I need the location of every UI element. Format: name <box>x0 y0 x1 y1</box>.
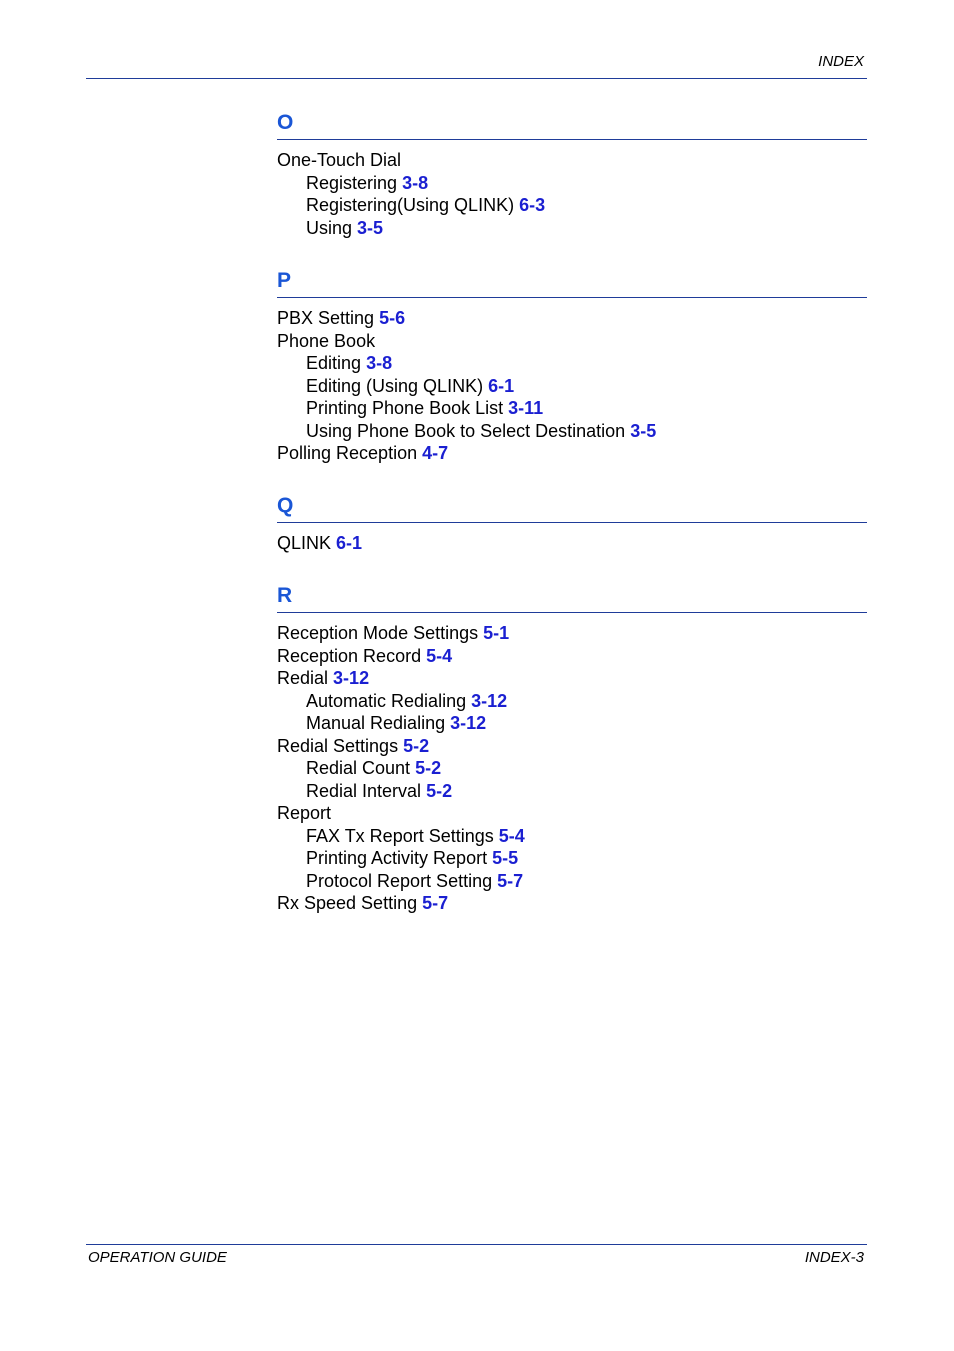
index-subentry <box>277 712 867 735</box>
index-subentry <box>277 870 867 893</box>
entry-text: Redial Interval <box>306 780 422 801</box>
index-subentry <box>277 194 867 217</box>
entry-text: Printing Activity Report <box>306 848 488 868</box>
page-ref-link[interactable]: 3-11 <box>508 398 544 418</box>
header-title: INDEX <box>818 53 864 70</box>
index-subentry <box>277 825 867 848</box>
page-ref-link[interactable]: 5-7 <box>497 870 524 891</box>
entry-text: FAX Tx Report Settings <box>306 825 494 846</box>
index-entry <box>277 667 867 690</box>
index-entry <box>277 442 867 465</box>
index-subentry <box>277 690 867 713</box>
entry-text: Redial <box>277 668 329 688</box>
page-ref-link[interactable]: 5-4 <box>426 645 453 666</box>
section-rule <box>277 139 867 140</box>
index-subentry <box>277 397 867 420</box>
page-ref-link[interactable]: 3-8 <box>366 353 393 373</box>
page-ref-link[interactable]: 3-5 <box>357 217 384 238</box>
index-section-q <box>277 491 867 555</box>
entry-text: Using <box>306 217 353 238</box>
page-ref-link[interactable]: 3-5 <box>630 420 657 441</box>
section-letter: Q <box>277 494 294 517</box>
index-entry <box>277 892 867 915</box>
entry-text: Phone Book <box>277 330 376 351</box>
entry-text: Protocol Report Setting <box>306 870 493 891</box>
entry-text: Reception Mode Settings <box>277 623 479 643</box>
index-section-r <box>277 581 867 915</box>
entry-text: PBX Setting <box>277 308 375 328</box>
entry-text: Redial Count <box>306 758 411 778</box>
entry-text: Redial Settings <box>277 735 399 756</box>
footer-guide-title: OPERATION GUIDE <box>88 1249 227 1266</box>
entry-text: Polling Reception <box>277 443 418 463</box>
section-rule <box>277 522 867 523</box>
entry-text: Manual Redialing <box>306 713 446 733</box>
index-entry <box>277 802 867 825</box>
page-ref-link[interactable]: 6-1 <box>488 375 515 396</box>
index-subentry <box>277 757 867 780</box>
index-entry <box>277 645 867 668</box>
page-ref-link[interactable]: 5-2 <box>415 758 442 778</box>
page-ref-link[interactable]: 4-7 <box>422 443 449 463</box>
index-subentry <box>277 217 867 240</box>
entry-text: One-Touch Dial <box>277 150 402 170</box>
index-entry <box>277 532 867 555</box>
index-section-p <box>277 266 867 465</box>
section-letter: P <box>277 269 292 292</box>
page-ref-link[interactable]: 5-7 <box>422 893 449 913</box>
page-ref-link[interactable]: 5-1 <box>483 623 510 643</box>
entry-text: Editing (Using QLINK) <box>306 375 484 396</box>
page-ref-link[interactable]: 3-8 <box>402 172 429 193</box>
index-section-o <box>277 108 867 239</box>
page-ref-link[interactable]: 5-4 <box>498 825 525 846</box>
section-rule <box>277 297 867 298</box>
page-ref-link[interactable]: 3-12 <box>450 713 487 733</box>
index-entry <box>277 622 867 645</box>
index-entry <box>277 735 867 758</box>
page-ref-link[interactable]: 3-12 <box>333 668 370 688</box>
footer-page-number: INDEX-3 <box>804 1249 864 1266</box>
footer-rule <box>86 1244 867 1245</box>
index-subentry <box>277 172 867 195</box>
page-ref-link[interactable]: 6-3 <box>519 195 546 215</box>
entry-text: Registering <box>306 172 398 193</box>
index-subentry <box>277 847 867 870</box>
page-ref-link[interactable]: 5-6 <box>379 308 406 328</box>
page-ref-link[interactable]: 6-1 <box>336 533 363 553</box>
section-letter: R <box>277 584 293 607</box>
page-ref-link[interactable]: 5-2 <box>426 780 453 801</box>
entry-text: Using Phone Book to Select Destination <box>306 420 626 441</box>
index-subentry <box>277 352 867 375</box>
entry-text: Registering(Using QLINK) <box>306 195 515 215</box>
index-entry <box>277 307 867 330</box>
index-subentry <box>277 780 867 803</box>
entry-text: Printing Phone Book List <box>306 398 504 418</box>
index-subentry <box>277 375 867 398</box>
page-ref-link[interactable]: 5-5 <box>492 848 519 868</box>
page-ref-link[interactable]: 5-2 <box>403 735 430 756</box>
page-ref-link[interactable]: 3-12 <box>471 690 508 711</box>
section-rule <box>277 612 867 613</box>
index-subentry <box>277 420 867 443</box>
header-rule <box>86 78 867 79</box>
section-letter: O <box>277 111 294 134</box>
entry-text: Editing <box>306 353 362 373</box>
entry-text: Automatic Redialing <box>306 690 467 711</box>
index-entry <box>277 330 867 353</box>
entry-text: Report <box>277 803 332 823</box>
entry-text: Rx Speed Setting <box>277 893 418 913</box>
entry-text: Reception Record <box>277 645 422 666</box>
entry-text: QLINK <box>277 533 332 553</box>
index-entry <box>277 149 867 172</box>
